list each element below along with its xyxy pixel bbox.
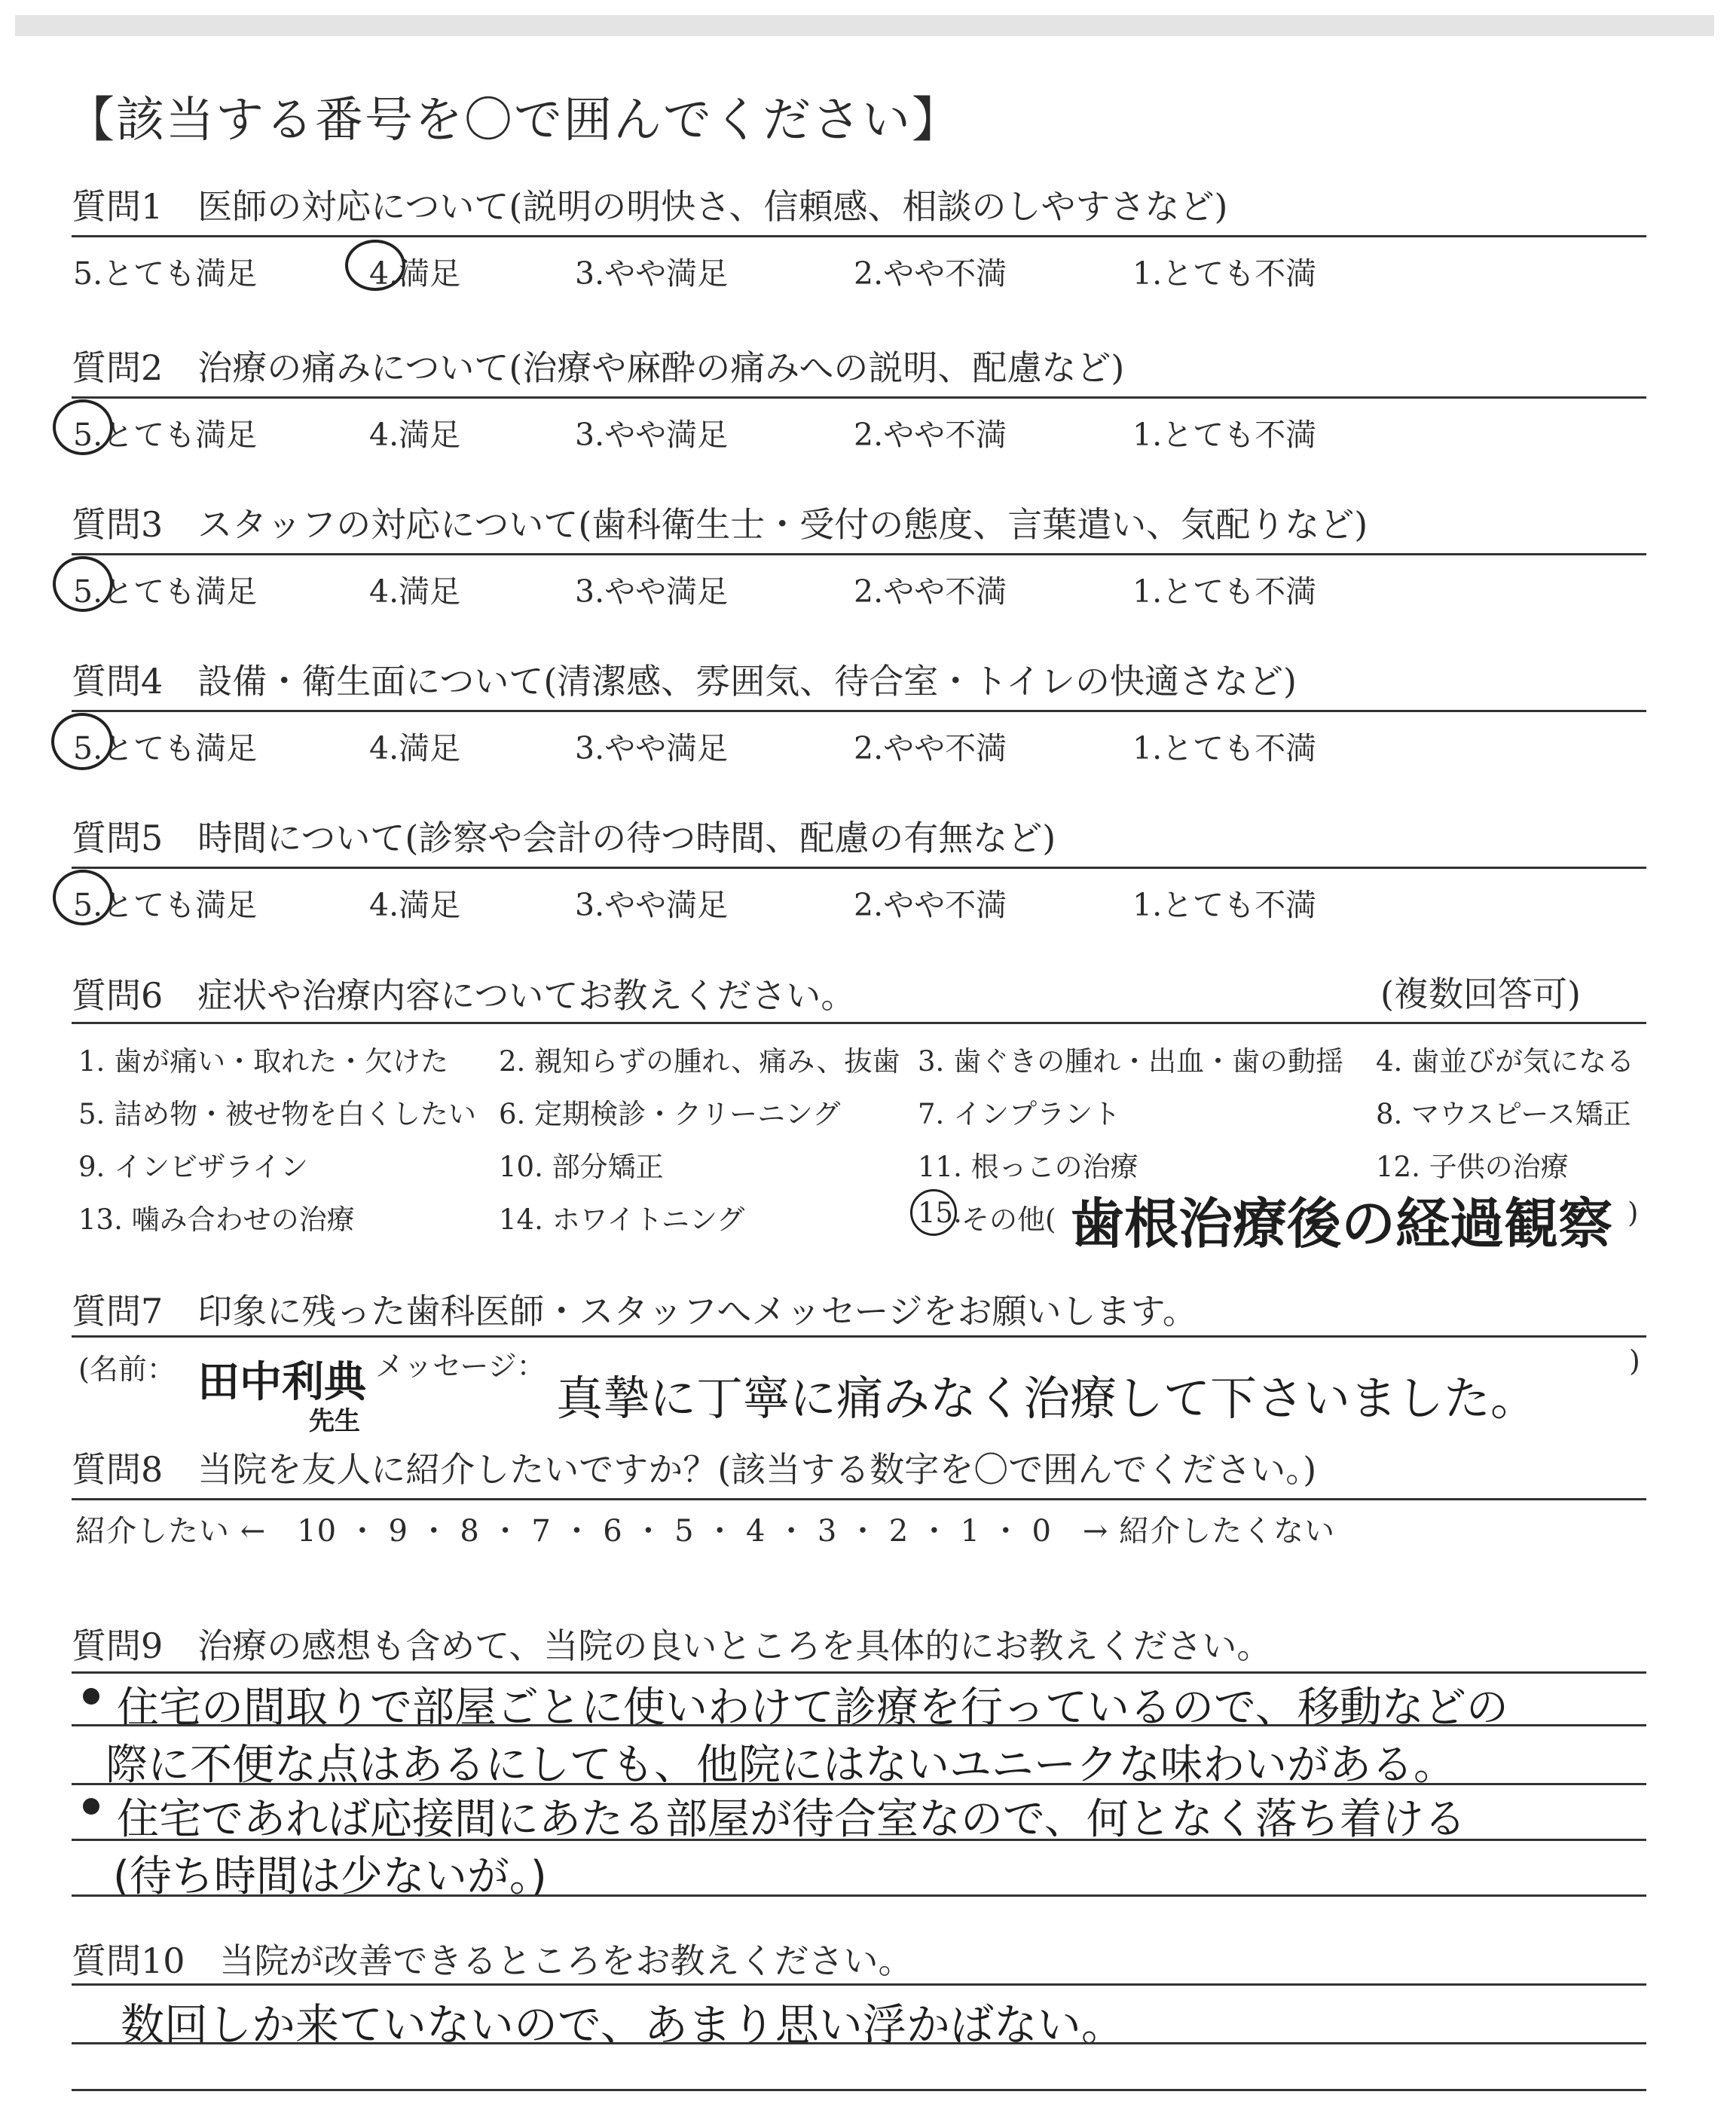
message-label: メッセージ：	[375, 1350, 546, 1383]
q3-option-1[interactable]: 1.とても不満	[1132, 573, 1317, 610]
divider	[72, 553, 1646, 555]
q6-other-close: )	[1628, 1197, 1639, 1229]
q2-option-1[interactable]: 1.とても不満	[1132, 417, 1317, 453]
q4-option-5[interactable]: 5.とても満足	[73, 730, 258, 766]
q2-option-5[interactable]: 5.とても満足	[73, 417, 258, 453]
question-5-title: 質問5 時間について(診察や会計の待つ時間、配慮の有無など)	[72, 818, 1056, 858]
q9-answer-line-2[interactable]: 際に不便な点はあるにしても、他院にはないユニークな味わいがある。	[105, 1741, 1456, 1790]
selection-circle-q4	[51, 713, 113, 770]
divider	[72, 1783, 1646, 1785]
divider	[72, 867, 1646, 869]
divider	[72, 1022, 1646, 1024]
divider	[72, 1839, 1646, 1841]
q1-option-4[interactable]: 4.満足	[369, 255, 461, 292]
divider	[72, 1498, 1646, 1500]
question-9-title: 質問9 治療の感想も含めて、当院の良いところを具体的にお教えください。	[72, 1625, 1272, 1666]
q5-option-5[interactable]: 5.とても満足	[73, 887, 258, 923]
q6-other-handwritten[interactable]: 歯根治療後の経過観察	[1070, 1192, 1613, 1255]
divider	[72, 1724, 1646, 1726]
q10-answer[interactable]: 数回しか来ていないので、あまり思い浮かばない。	[121, 1999, 1125, 2050]
scan-edge	[15, 15, 1714, 36]
divider	[72, 1894, 1646, 1897]
selection-circle-q6	[910, 1189, 957, 1236]
q5-option-4[interactable]: 4.満足	[369, 887, 461, 923]
q6-choice-13[interactable]: 13. 噛み合わせの治療	[78, 1203, 355, 1236]
doctor-name-handwritten[interactable]: 田中利典	[197, 1358, 366, 1407]
divider	[72, 2089, 1646, 2091]
divider	[72, 1983, 1646, 1986]
q5-option-1[interactable]: 1.とても不満	[1132, 887, 1317, 923]
selection-circle-q3	[53, 556, 113, 612]
q9-answer-line-3[interactable]: 住宅であれば応接間にあたる部屋が待合室なので、何となく落ち着ける	[117, 1795, 1466, 1844]
q6-choice-12[interactable]: 12. 子供の治療	[1376, 1151, 1569, 1183]
q1-option-5[interactable]: 5.とても満足	[73, 255, 258, 292]
message-handwritten[interactable]: 真摯に丁寧に痛みなく治療して下さいました。	[556, 1371, 1538, 1426]
question-7-title: 質問7 印象に残った歯科医師・スタッフへメッセージをお願いします。	[72, 1291, 1197, 1332]
referral-scale[interactable]: 紹介したい ← 10 ・ 9 ・ 8 ・ 7 ・ 6 ・ 5 ・ 4 ・ 3 ・ 2 ・ 1 ・ 0 → 紹介したくない	[75, 1514, 1336, 1549]
q6-choice-4[interactable]: 4. 歯並びが気になる	[1376, 1045, 1635, 1078]
q6-choice-3[interactable]: 3. 歯ぐきの腫れ・出血・歯の動揺	[918, 1045, 1344, 1078]
divider	[72, 2042, 1646, 2044]
divider	[72, 1671, 1646, 1674]
q4-option-4[interactable]: 4.満足	[369, 730, 461, 766]
q6-choice-8[interactable]: 8. マウスピース矯正	[1376, 1098, 1631, 1130]
q3-option-5[interactable]: 5.とても満足	[73, 573, 258, 610]
q6-choice-11[interactable]: 11. 根っこの治療	[918, 1151, 1138, 1183]
divider	[72, 710, 1646, 712]
q9-answer-line-4[interactable]: (待ち時間は少ないが。)	[113, 1852, 547, 1901]
q6-choice-2[interactable]: 2. 親知らずの腫れ、痛み、抜歯	[499, 1045, 900, 1078]
selection-circle-q5	[53, 870, 113, 925]
message-close: )	[1629, 1344, 1640, 1378]
q1-option-3[interactable]: 3.やや満足	[575, 255, 729, 292]
instruction-heading: 【該当する番号を〇で囲んでください】	[66, 93, 961, 148]
divider	[72, 396, 1646, 399]
name-label: (名前：	[78, 1353, 176, 1386]
q1-option-1[interactable]: 1.とても不満	[1132, 255, 1317, 292]
question-3-title: 質問3 スタッフの対応について(歯科衛生士・受付の態度、言葉遣い、気配りなど)	[72, 504, 1368, 545]
question-2-title: 質問2 治療の痛みについて(治療や麻酔の痛みへの説明、配慮など)	[72, 347, 1125, 388]
q3-option-3[interactable]: 3.やや満足	[575, 573, 729, 610]
q1-option-2[interactable]: 2.やや不満	[854, 255, 1007, 292]
q9-answer-line-1[interactable]: 住宅の間取りで部屋ごとに使いわけて診療を行っているので、移動などの	[117, 1683, 1508, 1732]
q6-choice-7[interactable]: 7. インプラント	[918, 1098, 1121, 1130]
divider	[72, 1335, 1646, 1338]
q6-choice-9[interactable]: 9. インビザライン	[78, 1151, 308, 1183]
q5-option-3[interactable]: 3.やや満足	[575, 887, 729, 923]
question-1-title: 質問1 医師の対応について(説明の明快さ、信頼感、相談のしやすさなど)	[72, 186, 1228, 227]
divider	[72, 235, 1646, 237]
q6-choice-5[interactable]: 5. 詰め物・被せ物を白くしたい	[78, 1098, 477, 1130]
q4-option-1[interactable]: 1.とても不満	[1132, 730, 1317, 766]
doctor-title-handwritten: 先生	[309, 1406, 360, 1436]
q2-option-4[interactable]: 4.満足	[369, 417, 461, 453]
selection-circle-q2	[53, 399, 113, 455]
q6-choice-14[interactable]: 14. ホワイトニング	[499, 1203, 745, 1236]
bullet-icon	[83, 1798, 99, 1815]
q3-option-4[interactable]: 4.満足	[369, 573, 461, 610]
question-10-title: 質問10 当院が改善できるところをお教えください。	[72, 1940, 913, 1981]
q3-option-2[interactable]: 2.やや不満	[854, 573, 1007, 610]
bullet-icon	[83, 1688, 99, 1705]
q5-option-2[interactable]: 2.やや不満	[854, 887, 1007, 923]
question-6-title: 質問6 症状や治療内容についてお教えください。	[72, 975, 856, 1016]
q2-option-3[interactable]: 3.やや満足	[575, 417, 729, 453]
selection-circle-q1	[345, 240, 405, 291]
q6-other-label: その他(	[961, 1203, 1056, 1236]
question-8-title: 質問8 当院を友人に紹介したいですか？(該当する数字を〇で囲んでください。)	[72, 1449, 1317, 1490]
q6-choice-10[interactable]: 10. 部分矯正	[499, 1151, 664, 1183]
multiple-answers-note: (複数回答可)	[1380, 974, 1581, 1014]
q4-option-3[interactable]: 3.やや満足	[575, 730, 729, 766]
q6-choice-1[interactable]: 1. 歯が痛い・取れた・欠けた	[78, 1045, 449, 1078]
q2-option-2[interactable]: 2.やや不満	[854, 417, 1007, 453]
q6-choice-6[interactable]: 6. 定期検診・クリーニング	[499, 1098, 841, 1130]
question-4-title: 質問4 設備・衛生面について(清潔感、雰囲気、待合室・トイレの快適さなど)	[72, 661, 1297, 702]
q4-option-2[interactable]: 2.やや不満	[854, 730, 1007, 766]
q6-choice-15-number[interactable]: 15.	[918, 1197, 962, 1229]
